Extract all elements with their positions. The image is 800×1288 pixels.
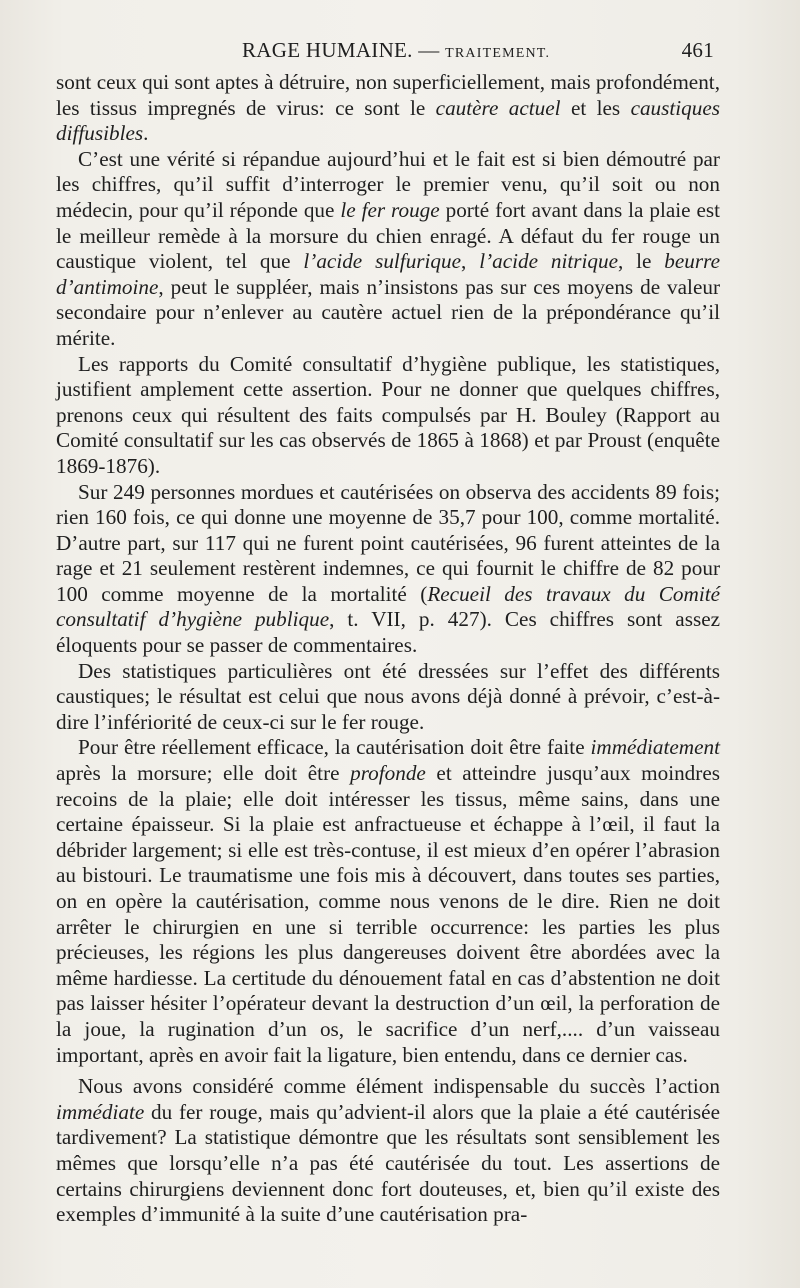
text-run: après la morsure; elle doit être: [56, 761, 351, 786]
italic-text: immédiatement: [590, 735, 720, 760]
italic-text: beurre d’antimoine: [56, 249, 720, 299]
italic-text: l’acide nitrique: [479, 249, 618, 274]
italic-text: l’acide sulfurique: [303, 249, 462, 274]
italic-text: caustiques diffusibles: [56, 95, 721, 146]
text-run: porté fort avant dans la plaie est le meilleur remède à la morsure du chien enragé. A défaut du fer rouge un caustique violent, tel que: [56, 197, 720, 274]
text-run: sont ceux qui sont aptes à détruire, non superficiellement, mais profondément, les tissus impregnés de virus: ce sont le: [56, 70, 720, 120]
text-run: C’est une vérité si répandue aujourd’hui et le fait est si bien démoutré par les chiffres, qu’il suffit d’interroger le premier venu, qu’il soit ou non médecin, pour qu’il réponde que: [56, 146, 720, 222]
paragraph: [56, 70, 720, 147]
text-run: et atteindre jusqu’aux moindres recoins de la plaie; elle doit intéresser les tissus, même sains, dans une certaine épaisseur. Si la plaie est anfractueuse et échappe à l’œil, il faut la débrider largement; si elle est très-contuse, il est mieux d’en opérer l’abrasion au bistouri. Le traumatisme une fois mis à découvert, dans toutes ses parties, on en opère la cautérisation, comme nous venons de le dire. Rien ne doit arrêter le chirurgien en une si terrible occurrence: les parties les plus précieuses, les régions les plus dangereuses doivent être abordées avec la même hardiesse. La certitude du dénouement fatal en cas d’abstention ne doit pas laisser hésiter l’opérateur devant la destruction d’un œil, la perforation de la joue, la rugination d’un os, le sacrifice d’un nerf,.... d’un vaisseau important, après en avoir fait la ligature, bien entendu, dans ce dernier cas.: [56, 761, 720, 1067]
page-number: 461: [681, 38, 714, 62]
body-text: [56, 70, 720, 1228]
text-run: Les rapports du Comité consultatif d’hygiène publique, les statistiques, justifient amplement cette assertion. Pour ne donner que quelques chiffres, prenons ceux qui résultent des faits compulsés par H. Bouley (Rapport au Comité consultatif sur les cas observés de 1865 à 1868) et par Proust (enquête 1869-1876).: [56, 351, 720, 478]
text-run: et les: [560, 95, 631, 120]
text-run: , t. VII, p. 427). Ces chiffres sont assez éloquents pour se passer de commentaires.: [56, 607, 721, 658]
running-title-section: TRAITEMENT.: [445, 46, 551, 61]
text-run: , peut le suppléer, mais n’insistons pas sur ces moyens de valeur secondaire pour n’enlever au cautère actuel rien de la prépondérance qu’il mérite.: [56, 274, 720, 350]
paragraph: [56, 735, 720, 1068]
text-run: Sur 249 personnes mordues et cautérisées on observa des accidents 89 fois; rien 160 fois, ce qui donne une moyenne de 35,7 pour 100, comme mortalité. D’autre part, sur 117 qui ne furent point cautérisées, 96 furent atteintes de la rage et 21 seulement restèrent indemnes, ce qui fournit le chiffre de 82 pour 100 comme moyenne de la mortalité (: [56, 479, 720, 606]
paragraph: [56, 659, 720, 736]
italic-text: cautère actuel: [435, 95, 561, 120]
text-run: Nous avons considéré comme élément indispensable du succès l’action: [78, 1074, 720, 1099]
text-run: Pour être réellement efficace, la cautérisation doit être faite: [78, 735, 591, 760]
running-title: [242, 38, 550, 63]
text-run: ,: [461, 249, 480, 274]
italic-text: immédiate: [56, 1099, 145, 1124]
running-header: [56, 38, 720, 66]
paragraph: [56, 352, 720, 480]
italic-text: profonde: [350, 761, 426, 786]
paragraph: [56, 480, 720, 659]
italic-text: Recueil des travaux du Comité consultatif d’hygiène publique: [56, 581, 720, 632]
italic-text: le fer rouge: [340, 197, 440, 222]
paragraph: [56, 147, 720, 352]
running-title-main: RAGE HUMAINE. —: [242, 38, 446, 62]
text-run: du fer rouge, mais qu’advient-il alors que la plaie a été cautérisée tardivement? La statistique démontre que les résultats sont sensiblement les mêmes que lorsqu’elle n’a pas été cautérisée du tout. Les assertions de certains chirurgiens deviennent donc fort douteuses, et, bien qu’il existe des exemples d’immunité à la suite d’une cautérisation pra-: [56, 1099, 720, 1227]
text-run: .: [143, 121, 149, 146]
text-run: , le: [617, 249, 665, 274]
paragraph: [56, 1074, 720, 1228]
text-run: Des statistiques particulières ont été dressées sur l’effet des différents caustiques; le résultat est celui que nous avons déjà donné à prévoir, c’est-à-dire l’infériorité de ceux-ci sur le fer rouge.: [56, 658, 720, 734]
